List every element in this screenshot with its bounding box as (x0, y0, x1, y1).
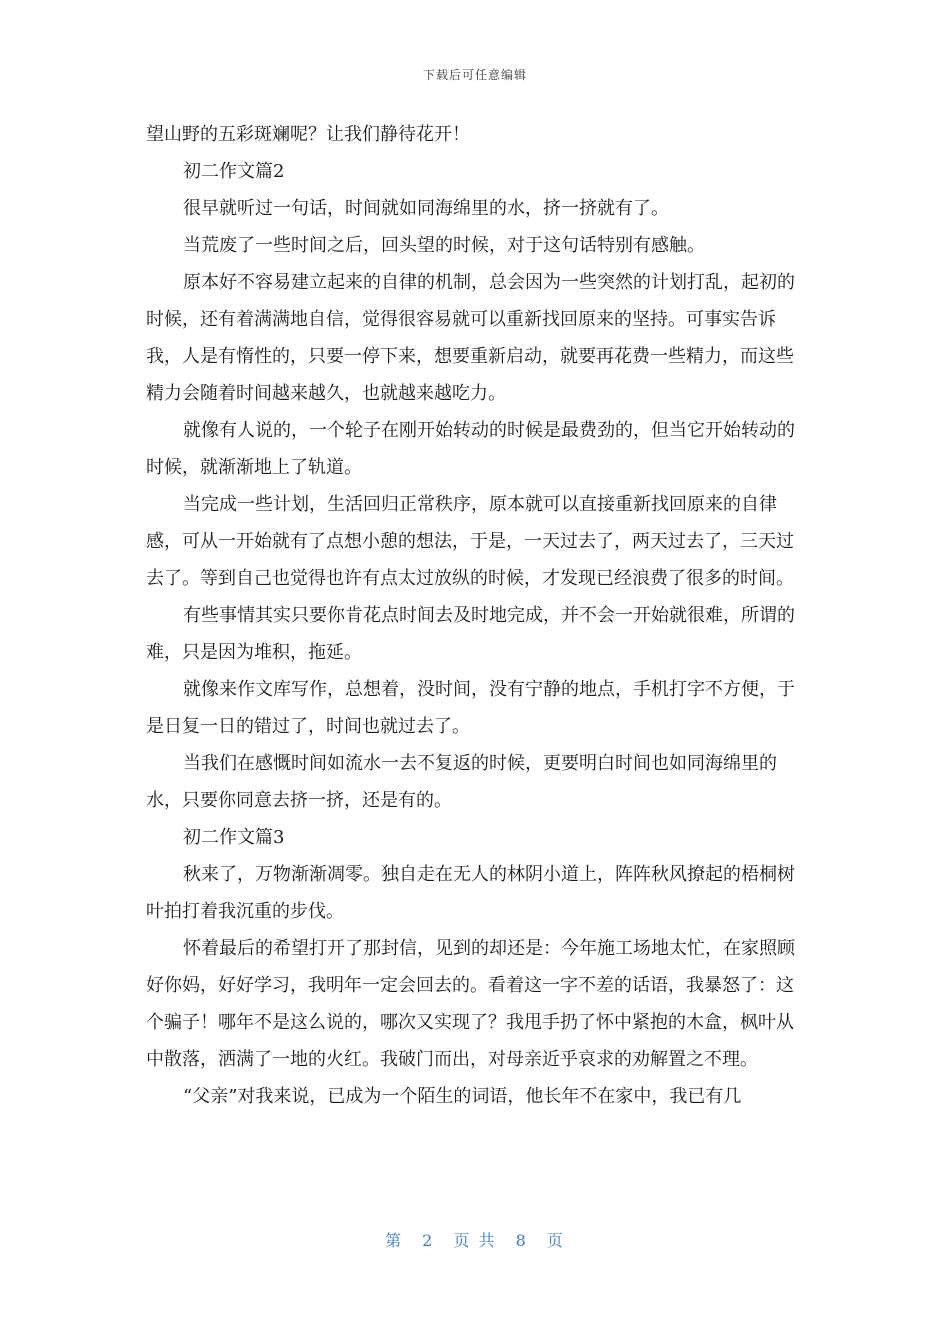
paragraph: 当荒废了一些时间之后，回头望的时候，对于这句话特别有感触。 (183, 235, 705, 256)
document-body (146, 116, 811, 1115)
paragraph: 原本好不容易建立起来的自律的机制，总会因为一些突然的计划打乱，起初的时候，还有着满满地自信，觉得很容易就可以重新找回原来的坚持。可事实告诉我，人是有惰性的，只要一停下来，想要重新启动，就要再花费一些精力，而这些精力会随着时间越来越久，也就越来越吃力。 (146, 272, 795, 404)
paragraph-continuation: 望山野的五彩斑斓呢？让我们静待花开！ (146, 124, 470, 145)
total-pages-number: 8 (515, 1231, 528, 1250)
footer-middle: 页 共 (453, 1231, 497, 1250)
page-footer (0, 1228, 950, 1251)
paragraph: 秋来了，万物渐渐凋零。独自走在无人的林阴小道上，阵阵秋风撩起的梧桐树叶拍打着我沉重的步伐。 (146, 864, 795, 922)
paragraph: 当我们在感慨时间如流水一去不复返的时候，更要明白时间也如同海绵里的水，只要你同意去挤一挤，还是有的。 (146, 753, 777, 811)
paragraph: 当完成一些计划，生活回归正常秩序，原本就可以直接重新找回原来的自律感，可从一开始就有了点想小憩的想法，于是，一天过去了，两天过去了，三天过去了。等到自己也觉得也许有点太过放纵的时候，才发现已经浪费了很多的时间。 (146, 494, 794, 589)
section-heading: 初二作文篇3 (183, 827, 285, 848)
page-header: 下载后可任意编辑 (422, 68, 527, 82)
paragraph: 就像有人说的，一个轮子在刚开始转动的时候是最费劲的，但当它开始转动的时候，就渐渐地上了轨道。 (146, 420, 795, 478)
paragraph: 有些事情其实只要你肯花点时间去及时地完成，并不会一开始就很难，所谓的难，只是因为堆积，拖延。 (146, 605, 795, 663)
footer-suffix: 页 (546, 1231, 565, 1250)
paragraph: 很早就听过一句话，时间就如同海绵里的水，挤一挤就有了。 (183, 198, 669, 219)
section-heading: 初二作文篇2 (183, 161, 285, 182)
paragraph: 怀着最后的希望打开了那封信，见到的却还是：今年施工场地太忙，在家照顾好你妈，好好学习，我明年一定会回去的。看着这一字不差的话语，我暴怒了：这个骗子！哪年不是这么说的，哪次又实现了？我甩手扔了怀中紧抱的木盒，枫叶从中散落，洒满了一地的火红。我破门而出，对母亲近乎哀求的劝解置之不理。 (146, 938, 795, 1070)
footer-prefix: 第 (385, 1231, 404, 1250)
paragraph: 就像来作文库写作，总想着，没时间，没有宁静的地点，手机打字不方便，于是日复一日的错过了，时间也就过去了。 (146, 679, 795, 737)
paragraph: “父亲”对我来说，已成为一个陌生的词语，他长年不在家中，我已有几 (183, 1086, 742, 1107)
current-page-number: 2 (422, 1231, 435, 1250)
